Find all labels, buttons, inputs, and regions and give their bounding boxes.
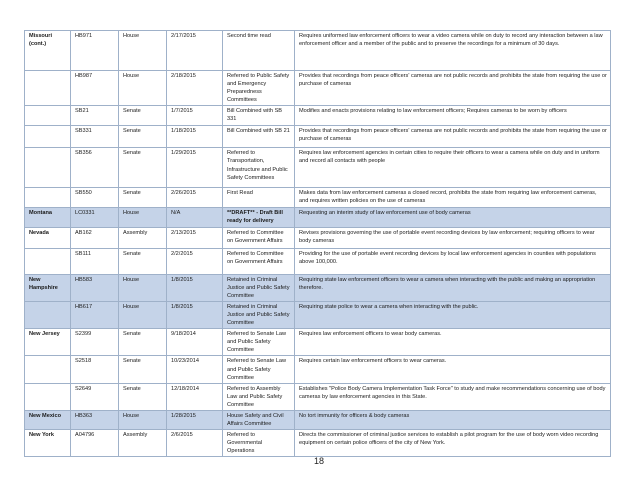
status-cell: Referred to Senate Law and Public Safety Committee xyxy=(223,329,295,356)
table-row xyxy=(25,208,611,227)
table-row xyxy=(25,227,611,248)
table-row xyxy=(25,148,611,188)
chamber-cell: Senate xyxy=(119,356,167,383)
bill-number-cell: HB583 xyxy=(71,274,119,301)
chamber-cell: Senate xyxy=(119,383,167,410)
chamber-cell: Assembly xyxy=(119,430,167,457)
bill-number-cell: HB363 xyxy=(71,410,119,429)
state-cell: New Jersey xyxy=(25,329,71,356)
date-cell: 1/29/2015 xyxy=(167,148,223,188)
table-row xyxy=(25,274,611,301)
table-row xyxy=(25,248,611,274)
chamber-cell: House xyxy=(119,410,167,429)
chamber-cell: Assembly xyxy=(119,227,167,248)
table-row xyxy=(25,188,611,208)
table-row xyxy=(25,410,611,429)
state-cell: Missouri (cont.) xyxy=(25,31,71,71)
date-cell: N/A xyxy=(167,208,223,227)
chamber-cell: Senate xyxy=(119,248,167,274)
chamber-cell: House xyxy=(119,274,167,301)
state-cell xyxy=(25,71,71,106)
bill-number-cell: HB987 xyxy=(71,71,119,106)
state-cell: New Mexico xyxy=(25,410,71,429)
summary-cell: Provides that recordings from peace officers' cameras are not public records and prohibits the state from requiring the use or purchase of cameras xyxy=(295,71,611,106)
table-row xyxy=(25,430,611,457)
state-cell: Nevada xyxy=(25,227,71,248)
state-cell xyxy=(25,148,71,188)
bill-number-cell: HB617 xyxy=(71,301,119,328)
bill-number-cell: SB550 xyxy=(71,188,119,208)
summary-cell: Requires certain law enforcement officers to wear cameras. xyxy=(295,356,611,383)
chamber-cell: House xyxy=(119,208,167,227)
bill-number-cell: LC0331 xyxy=(71,208,119,227)
chamber-cell: House xyxy=(119,71,167,106)
status-cell: Retained in Criminal Justice and Public Safety Committee xyxy=(223,274,295,301)
table-row xyxy=(25,31,611,71)
summary-cell: Requiring state law enforcement officers to wear a camera when interacting with the public and making an appropriation therefore. xyxy=(295,274,611,301)
date-cell: 1/28/2015 xyxy=(167,410,223,429)
state-cell xyxy=(25,383,71,410)
summary-cell: Requesting an interim study of law enforcement use of body cameras xyxy=(295,208,611,227)
date-cell: 12/18/2014 xyxy=(167,383,223,410)
date-cell: 2/26/2015 xyxy=(167,188,223,208)
summary-cell: Provides that recordings from peace officers' cameras are not public records and prohibits the state from requiring the use or purchase of cameras xyxy=(295,126,611,148)
chamber-cell: Senate xyxy=(119,148,167,188)
table-body xyxy=(25,31,611,457)
date-cell: 2/6/2015 xyxy=(167,430,223,457)
date-cell: 1/18/2015 xyxy=(167,126,223,148)
table-row xyxy=(25,329,611,356)
bill-number-cell: HB971 xyxy=(71,31,119,71)
bill-number-cell: A04796 xyxy=(71,430,119,457)
status-cell: Referred to Committee on Government Affairs xyxy=(223,248,295,274)
status-cell: Bill Combined with SB 331 xyxy=(223,106,295,126)
summary-cell: Revises provisions governing the use of portable event recording devices by law enforcement; requiring officers to wear body cameras xyxy=(295,227,611,248)
date-cell: 10/23/2014 xyxy=(167,356,223,383)
date-cell: 2/17/2015 xyxy=(167,31,223,71)
summary-cell: Requires law enforcement agencies in certain cities to require their officers to wear a camera while on duty and in uniform and record all contacts with people xyxy=(295,148,611,188)
date-cell: 2/13/2015 xyxy=(167,227,223,248)
date-cell: 9/18/2014 xyxy=(167,329,223,356)
table-row xyxy=(25,106,611,126)
state-cell: Montana xyxy=(25,208,71,227)
summary-cell: Directs the commissioner of criminal justice services to establish a pilot program for the use of body worn video recording equipment on certain police officers of the city of New York. xyxy=(295,430,611,457)
state-cell: New York xyxy=(25,430,71,457)
state-cell xyxy=(25,188,71,208)
summary-cell: Requires uniformed law enforcement officers to wear a video camera while on duty to record any interaction between a law enforcement officer and a member of the public and to preserve the recordings for a minimum of 30 days. xyxy=(295,31,611,71)
status-cell: Referred to Senate Law and Public Safety Committee xyxy=(223,356,295,383)
chamber-cell: House xyxy=(119,301,167,328)
chamber-cell: Senate xyxy=(119,329,167,356)
state-cell xyxy=(25,126,71,148)
date-cell: 1/7/2015 xyxy=(167,106,223,126)
bill-number-cell: SB356 xyxy=(71,148,119,188)
status-cell: House Safety and Civil Affairs Committee xyxy=(223,410,295,429)
table-row xyxy=(25,71,611,106)
bill-number-cell: SB111 xyxy=(71,248,119,274)
state-cell xyxy=(25,106,71,126)
bill-tracking-table xyxy=(24,30,611,457)
state-cell xyxy=(25,301,71,328)
table-row xyxy=(25,383,611,410)
status-cell: Referred to Assembly Law and Public Safety Committee xyxy=(223,383,295,410)
summary-cell: Establishes "Police Body Camera Implementation Task Force" to study and make recommendations concerning use of body cameras by law enforcement agencies in this State. xyxy=(295,383,611,410)
summary-cell: Modifies and enacts provisions relating to law enforcement officers; Requires cameras to be worn by officers xyxy=(295,106,611,126)
chamber-cell: Senate xyxy=(119,188,167,208)
state-cell: New Hampshire xyxy=(25,274,71,301)
bill-number-cell: S2649 xyxy=(71,383,119,410)
summary-cell: Requires law enforcement officers to wear body cameras. xyxy=(295,329,611,356)
page-number: 18 xyxy=(313,456,324,466)
table-row xyxy=(25,301,611,328)
status-cell: Referred to Transportation, Infrastructure and Public Safety Committees xyxy=(223,148,295,188)
date-cell: 1/8/2015 xyxy=(167,301,223,328)
status-cell: Retained in Criminal Justice and Public Safety Committee xyxy=(223,301,295,328)
date-cell: 2/2/2015 xyxy=(167,248,223,274)
chamber-cell: House xyxy=(119,31,167,71)
status-cell: Referred to Public Safety and Emergency Preparedness Committees xyxy=(223,71,295,106)
status-cell: **DRAFT** - Draft Bill ready for delivery xyxy=(223,208,295,227)
state-cell xyxy=(25,356,71,383)
date-cell: 2/18/2015 xyxy=(167,71,223,106)
summary-cell: Makes data from law enforcement cameras a closed record, prohibits the state from requiring law enforcement cameras, and requires written policies on the use of cameras xyxy=(295,188,611,208)
status-cell: Referred to Committee on Government Affairs xyxy=(223,227,295,248)
chamber-cell: Senate xyxy=(119,106,167,126)
status-cell: Second time read xyxy=(223,31,295,71)
bill-number-cell: AB162 xyxy=(71,227,119,248)
summary-cell: Requiring state police to wear a camera when interacting with the public. xyxy=(295,301,611,328)
status-cell: First Read xyxy=(223,188,295,208)
summary-cell: Providing for the use of portable event recording devices by local law enforcement agencies in counties with populations above 100,000. xyxy=(295,248,611,274)
bill-number-cell: S2399 xyxy=(71,329,119,356)
bill-number-cell: SB21 xyxy=(71,106,119,126)
bill-number-cell: SB331 xyxy=(71,126,119,148)
chamber-cell: Senate xyxy=(119,126,167,148)
table-row xyxy=(25,126,611,148)
date-cell: 1/8/2015 xyxy=(167,274,223,301)
status-cell: Bill Combined with SB 21 xyxy=(223,126,295,148)
table-row xyxy=(25,356,611,383)
status-cell: Referred to Governmental Operations xyxy=(223,430,295,457)
summary-cell: No tort immunity for officers & body cameras xyxy=(295,410,611,429)
bill-number-cell: S2518 xyxy=(71,356,119,383)
state-cell xyxy=(25,248,71,274)
